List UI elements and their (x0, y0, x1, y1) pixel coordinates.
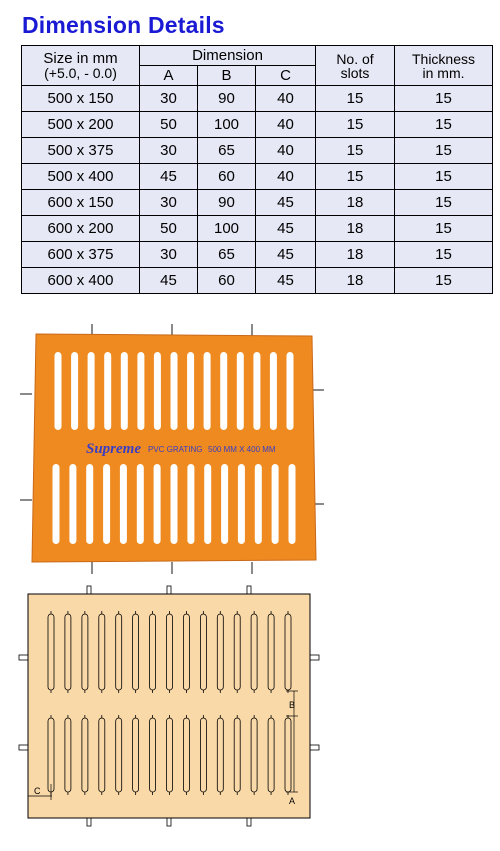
slot (217, 614, 223, 690)
slot (103, 464, 110, 544)
cell-thickness: 15 (395, 190, 493, 216)
slot (86, 464, 93, 544)
slot (183, 718, 189, 792)
slot (268, 614, 274, 690)
dimension-table (21, 45, 493, 294)
slot (204, 464, 211, 544)
slot (99, 718, 105, 792)
cell-b: 90 (198, 86, 256, 112)
cell-slots: 15 (316, 164, 395, 190)
cell-slots: 15 (316, 138, 395, 164)
table-row (22, 242, 493, 268)
slot (204, 352, 211, 430)
cell-slots: 15 (316, 112, 395, 138)
cell-thickness: 15 (395, 86, 493, 112)
slot (217, 718, 223, 792)
slot (268, 718, 274, 792)
slot (220, 352, 227, 430)
header-a: A (140, 66, 198, 86)
slot (183, 614, 189, 690)
slot (237, 352, 244, 430)
cell-a: 30 (140, 138, 198, 164)
cell-c: 40 (256, 138, 316, 164)
page-title: Dimension Details (22, 12, 225, 38)
cell-b: 100 (198, 112, 256, 138)
product-label: PVC GRATING (148, 445, 203, 454)
slot (187, 352, 194, 430)
slot (48, 718, 54, 792)
cell-slots: 15 (316, 86, 395, 112)
cell-size: 600 x 200 (22, 216, 140, 242)
slot (65, 718, 71, 792)
cell-slots: 18 (316, 268, 395, 294)
slot (116, 614, 122, 690)
slot (104, 352, 111, 430)
slot (285, 718, 291, 792)
cell-thickness: 15 (395, 138, 493, 164)
cell-b: 65 (198, 242, 256, 268)
drawing-slot-row-bottom (48, 715, 291, 795)
header-slots-line1: No. of (336, 50, 374, 67)
dim-label-a: A (289, 796, 296, 806)
cell-b: 60 (198, 268, 256, 294)
cell-size: 500 x 150 (22, 86, 140, 112)
grating-photo (18, 322, 328, 577)
slot (200, 614, 206, 690)
slot (154, 352, 161, 430)
table-row (22, 112, 493, 138)
cell-thickness: 15 (395, 216, 493, 242)
slot (171, 464, 178, 544)
cell-slots: 18 (316, 190, 395, 216)
slot (167, 718, 173, 792)
slot (234, 614, 240, 690)
slot (287, 352, 294, 430)
cell-c: 40 (256, 112, 316, 138)
dim-label-c: C (34, 786, 41, 796)
cell-b: 100 (198, 216, 256, 242)
slot (272, 464, 279, 544)
cell-thickness: 15 (395, 268, 493, 294)
slot (133, 718, 139, 792)
cell-c: 40 (256, 86, 316, 112)
slot (69, 464, 76, 544)
dim-label-b: B (289, 700, 296, 710)
slot (137, 352, 144, 430)
cell-c: 45 (256, 242, 316, 268)
table-row (22, 86, 493, 112)
header-thickness-line2: in mm. (422, 64, 465, 81)
slot (133, 614, 139, 690)
header-thickness (395, 46, 493, 86)
slot (251, 614, 257, 690)
table-row (22, 216, 493, 242)
header-size (22, 46, 140, 86)
slot (53, 464, 60, 544)
slot (253, 352, 260, 430)
cell-thickness: 15 (395, 164, 493, 190)
cell-a: 30 (140, 242, 198, 268)
header-b: B (198, 66, 256, 86)
header-c: C (256, 66, 316, 86)
cell-c: 40 (256, 164, 316, 190)
slot (150, 718, 156, 792)
slot (187, 464, 194, 544)
slot (55, 352, 62, 430)
slot (221, 464, 228, 544)
cell-a: 45 (140, 268, 198, 294)
table-row (22, 190, 493, 216)
brand-label: Supreme (86, 441, 142, 457)
cell-size: 500 x 200 (22, 112, 140, 138)
slot (154, 464, 161, 544)
slot (270, 352, 277, 430)
cell-size: 600 x 400 (22, 268, 140, 294)
cell-a: 50 (140, 216, 198, 242)
slot (82, 614, 88, 690)
slot (116, 718, 122, 792)
slot (238, 464, 245, 544)
slot (65, 614, 71, 690)
table-row (22, 164, 493, 190)
cell-c: 45 (256, 268, 316, 294)
cell-a: 30 (140, 86, 198, 112)
slot (285, 614, 291, 690)
cell-slots: 18 (316, 216, 395, 242)
header-size-tolerance: (+5.0, - 0.0) (44, 65, 117, 81)
cell-b: 65 (198, 138, 256, 164)
slot (71, 352, 78, 430)
slot (289, 464, 296, 544)
cell-size: 600 x 150 (22, 190, 140, 216)
cell-size: 500 x 375 (22, 138, 140, 164)
cell-size: 600 x 375 (22, 242, 140, 268)
header-slots (316, 46, 395, 86)
slot (234, 718, 240, 792)
header-size-label: Size in mm (43, 50, 118, 67)
slot (88, 352, 95, 430)
header-thickness-line1: Thickness (411, 50, 476, 67)
slot (121, 352, 128, 430)
header-slots-line2: slots (340, 64, 370, 81)
size-label: 500 MM X 400 MM (208, 445, 276, 454)
header-dimension: Dimension (140, 46, 316, 66)
cell-a: 30 (140, 190, 198, 216)
slot-row-top (55, 352, 294, 430)
cell-a: 45 (140, 164, 198, 190)
table-row (22, 138, 493, 164)
cell-size: 500 x 400 (22, 164, 140, 190)
drawing-slot-row-top (48, 611, 291, 693)
cell-thickness: 15 (395, 112, 493, 138)
cell-slots: 18 (316, 242, 395, 268)
slot (200, 718, 206, 792)
cell-b: 60 (198, 164, 256, 190)
cell-thickness: 15 (395, 242, 493, 268)
slot (120, 464, 127, 544)
grating-drawing (18, 584, 328, 834)
cell-a: 50 (140, 112, 198, 138)
slot (171, 352, 178, 430)
slot (48, 614, 54, 690)
slot (82, 718, 88, 792)
cell-b: 90 (198, 190, 256, 216)
cell-c: 45 (256, 190, 316, 216)
slot (251, 718, 257, 792)
slot (99, 614, 105, 690)
slot (167, 614, 173, 690)
slot (150, 614, 156, 690)
cell-c: 45 (256, 216, 316, 242)
slot (255, 464, 262, 544)
slot-row-bottom (53, 464, 296, 544)
slot (137, 464, 144, 544)
table-row (22, 268, 493, 294)
